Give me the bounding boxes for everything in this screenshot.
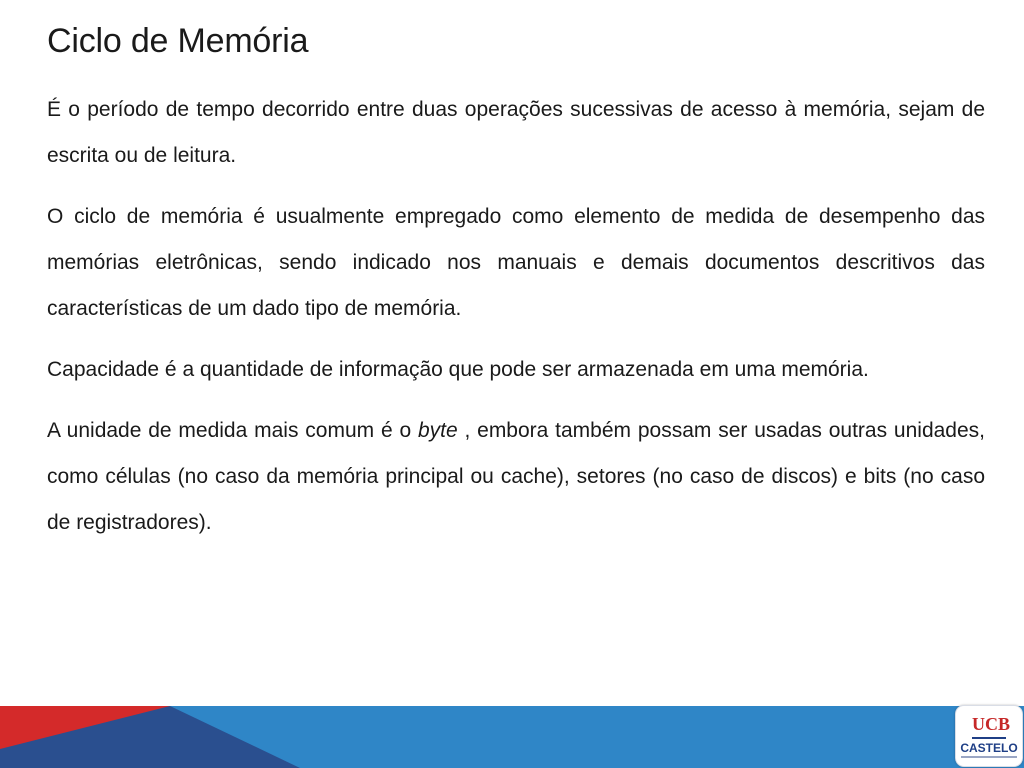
slide-title: Ciclo de Memória [47,22,309,60]
unit-text-end: , embora também possam ser usadas outras unidades, como células (no caso da memória principal ou cache), setores (no caso de discos) e bits (no caso de registradores). [47,419,985,534]
capacity-definition: é a quantidade de informação que pode ser armazenada em uma memória. [159,358,869,381]
byte-term: byte [417,419,458,442]
paragraph-unit [47,408,985,546]
paragraph-performance: O ciclo de memória é usualmente empregado como elemento de medida de desempenho das memórias eletrônicas, sendo indicado nos manuais e demais documentos descritivos das características de um dado tipo de memória. [47,205,985,320]
footer-banner [0,706,1024,768]
slide-body [47,87,985,561]
paragraph-definition: É o período de tempo decorrido entre duas operações sucessivas de acesso à memória, sejam de escrita ou de leitura. [47,98,985,167]
logo-underline [961,756,1017,758]
ucb-logo-mark: UCB [972,711,1006,739]
capacity-term: Capacidade [47,358,160,381]
unit-text-start: A unidade de medida mais comum é o [47,419,418,442]
castelo-logo-text: CASTELO [960,741,1018,755]
castelo-logo [955,705,1023,767]
paragraph-capacity [47,347,985,393]
